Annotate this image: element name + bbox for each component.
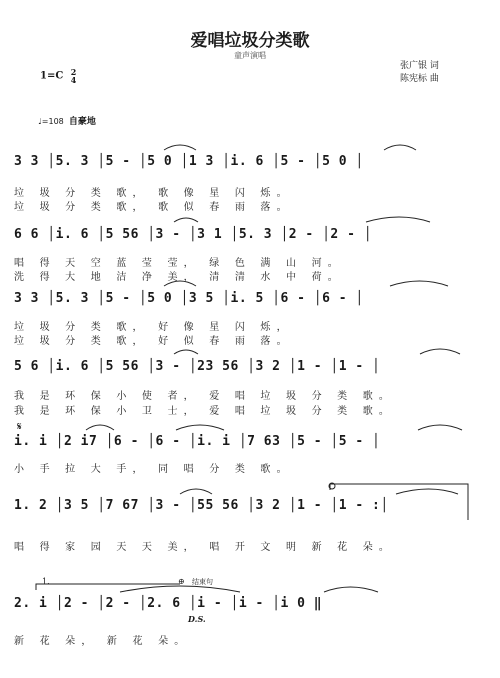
lyrics-row-4-verse-1: 我 是 环 保 小 使 者， 爱 唱 垃 圾 分 类 歌。 — [14, 391, 396, 402]
tempo-value: ♩=108 — [38, 117, 64, 126]
notation-row-4: 5 6 │i. 6 │5 56 │3 - │23 56 │3 2 │1 - │1 - │ — [14, 359, 381, 374]
slur-row-3a — [164, 281, 196, 286]
slur-row-5a — [86, 425, 114, 430]
dal-segno-marking: D.S. — [188, 614, 206, 624]
notation-row-7: 2. i │2 - │2 - │2. 6 │i - │i - │i 0 ‖ — [14, 596, 323, 611]
expression-marking: 自豪地 — [68, 117, 96, 127]
slur-row-6a — [180, 489, 212, 494]
lyrics-row-3-verse-2: 垃 圾 分 类 歌， 好 似 春 雨 落。 — [14, 336, 293, 347]
slur-row-7a — [120, 586, 240, 592]
lyrics-row-2-verse-2: 洗 得 大 地 洁 净 美， 清 清 水 中 荷。 — [14, 272, 344, 283]
slur-row-2b — [366, 217, 430, 222]
lyrics-row-4-verse-2: 我 是 环 保 小 卫 士， 爱 唱 垃 圾 分 类 歌。 — [14, 406, 396, 417]
lyricist-credit: 张广银 词 — [400, 61, 439, 71]
slur-row-1a — [164, 145, 196, 150]
notation-row-3: 3 3 │5. 3 │5 - │5 0 │3 5 │i. 5 │6 - │6 - │ — [14, 291, 364, 306]
lyrics-row-3-verse-1: 垃 圾 分 类 歌， 好 像 星 闪 烁， — [14, 322, 293, 333]
notation-row-5: i. i │2 i7 │6 - │6 - │i. i │7 63 │5 - │5 - │ — [14, 434, 381, 449]
slur-row-7b — [324, 587, 378, 592]
slur-row-1b — [384, 145, 416, 150]
key-label: 1=C — [40, 70, 64, 82]
notation-row-2: 6 6 │i. 6 │5 56 │3 - │3 1 │5. 3 │2 - │2 - │ — [14, 227, 373, 242]
lyrics-row-2-verse-1: 唱 得 天 空 蓝 莹 莹， 绿 色 满 山 河。 — [14, 258, 344, 269]
slur-row-5c — [418, 425, 462, 430]
lyrics-row-7: 新 花 朵， 新 花 朵。 — [14, 636, 191, 647]
slur-row-2a — [174, 218, 198, 222]
time-numerator: 2 — [70, 67, 77, 77]
slur-row-4b — [420, 349, 460, 354]
slur-row-3b — [390, 281, 448, 286]
song-subtitle: 童声演唱 — [234, 51, 266, 60]
segno-sign: 𝄋 — [17, 420, 22, 433]
song-title: 爱唱垃圾分类歌 — [190, 31, 310, 51]
notation-row-1: 3 3 │5. 3 │5 - │5 0 │1 3 │i. 6 │5 - │5 0 │ — [14, 154, 364, 169]
time-denominator: 4 — [70, 75, 77, 85]
second-ending-bracket — [330, 484, 468, 520]
coda-sign: ⊕ — [178, 577, 185, 586]
first-ending-label: 1. — [42, 577, 50, 586]
lyrics-row-5: 小 手 拉 大 手， 同 唱 分 类 歌。 — [14, 464, 293, 475]
lyrics-row-1-verse-1: 垃 圾 分 类 歌， 歌 像 星 闪 烁。 — [14, 188, 293, 199]
slur-row-6b — [396, 489, 458, 494]
lyrics-row-6: 唱 得 家 园 天 天 美， 唱 开 文 明 新 花 朵。 — [14, 542, 396, 553]
notation-row-6: 1. 2 │3 5 │7 67 │3 - │55 56 │3 2 │1 - │1 - :│ — [14, 498, 389, 513]
slur-row-5b — [176, 425, 224, 430]
lyrics-row-1-verse-2: 垃 圾 分 类 歌， 歌 似 春 雨 落。 — [14, 202, 293, 213]
slur-row-4a — [174, 350, 198, 354]
coda-label: 结束句 — [192, 578, 213, 586]
composer-credit: 陈宪标 曲 — [400, 74, 439, 84]
